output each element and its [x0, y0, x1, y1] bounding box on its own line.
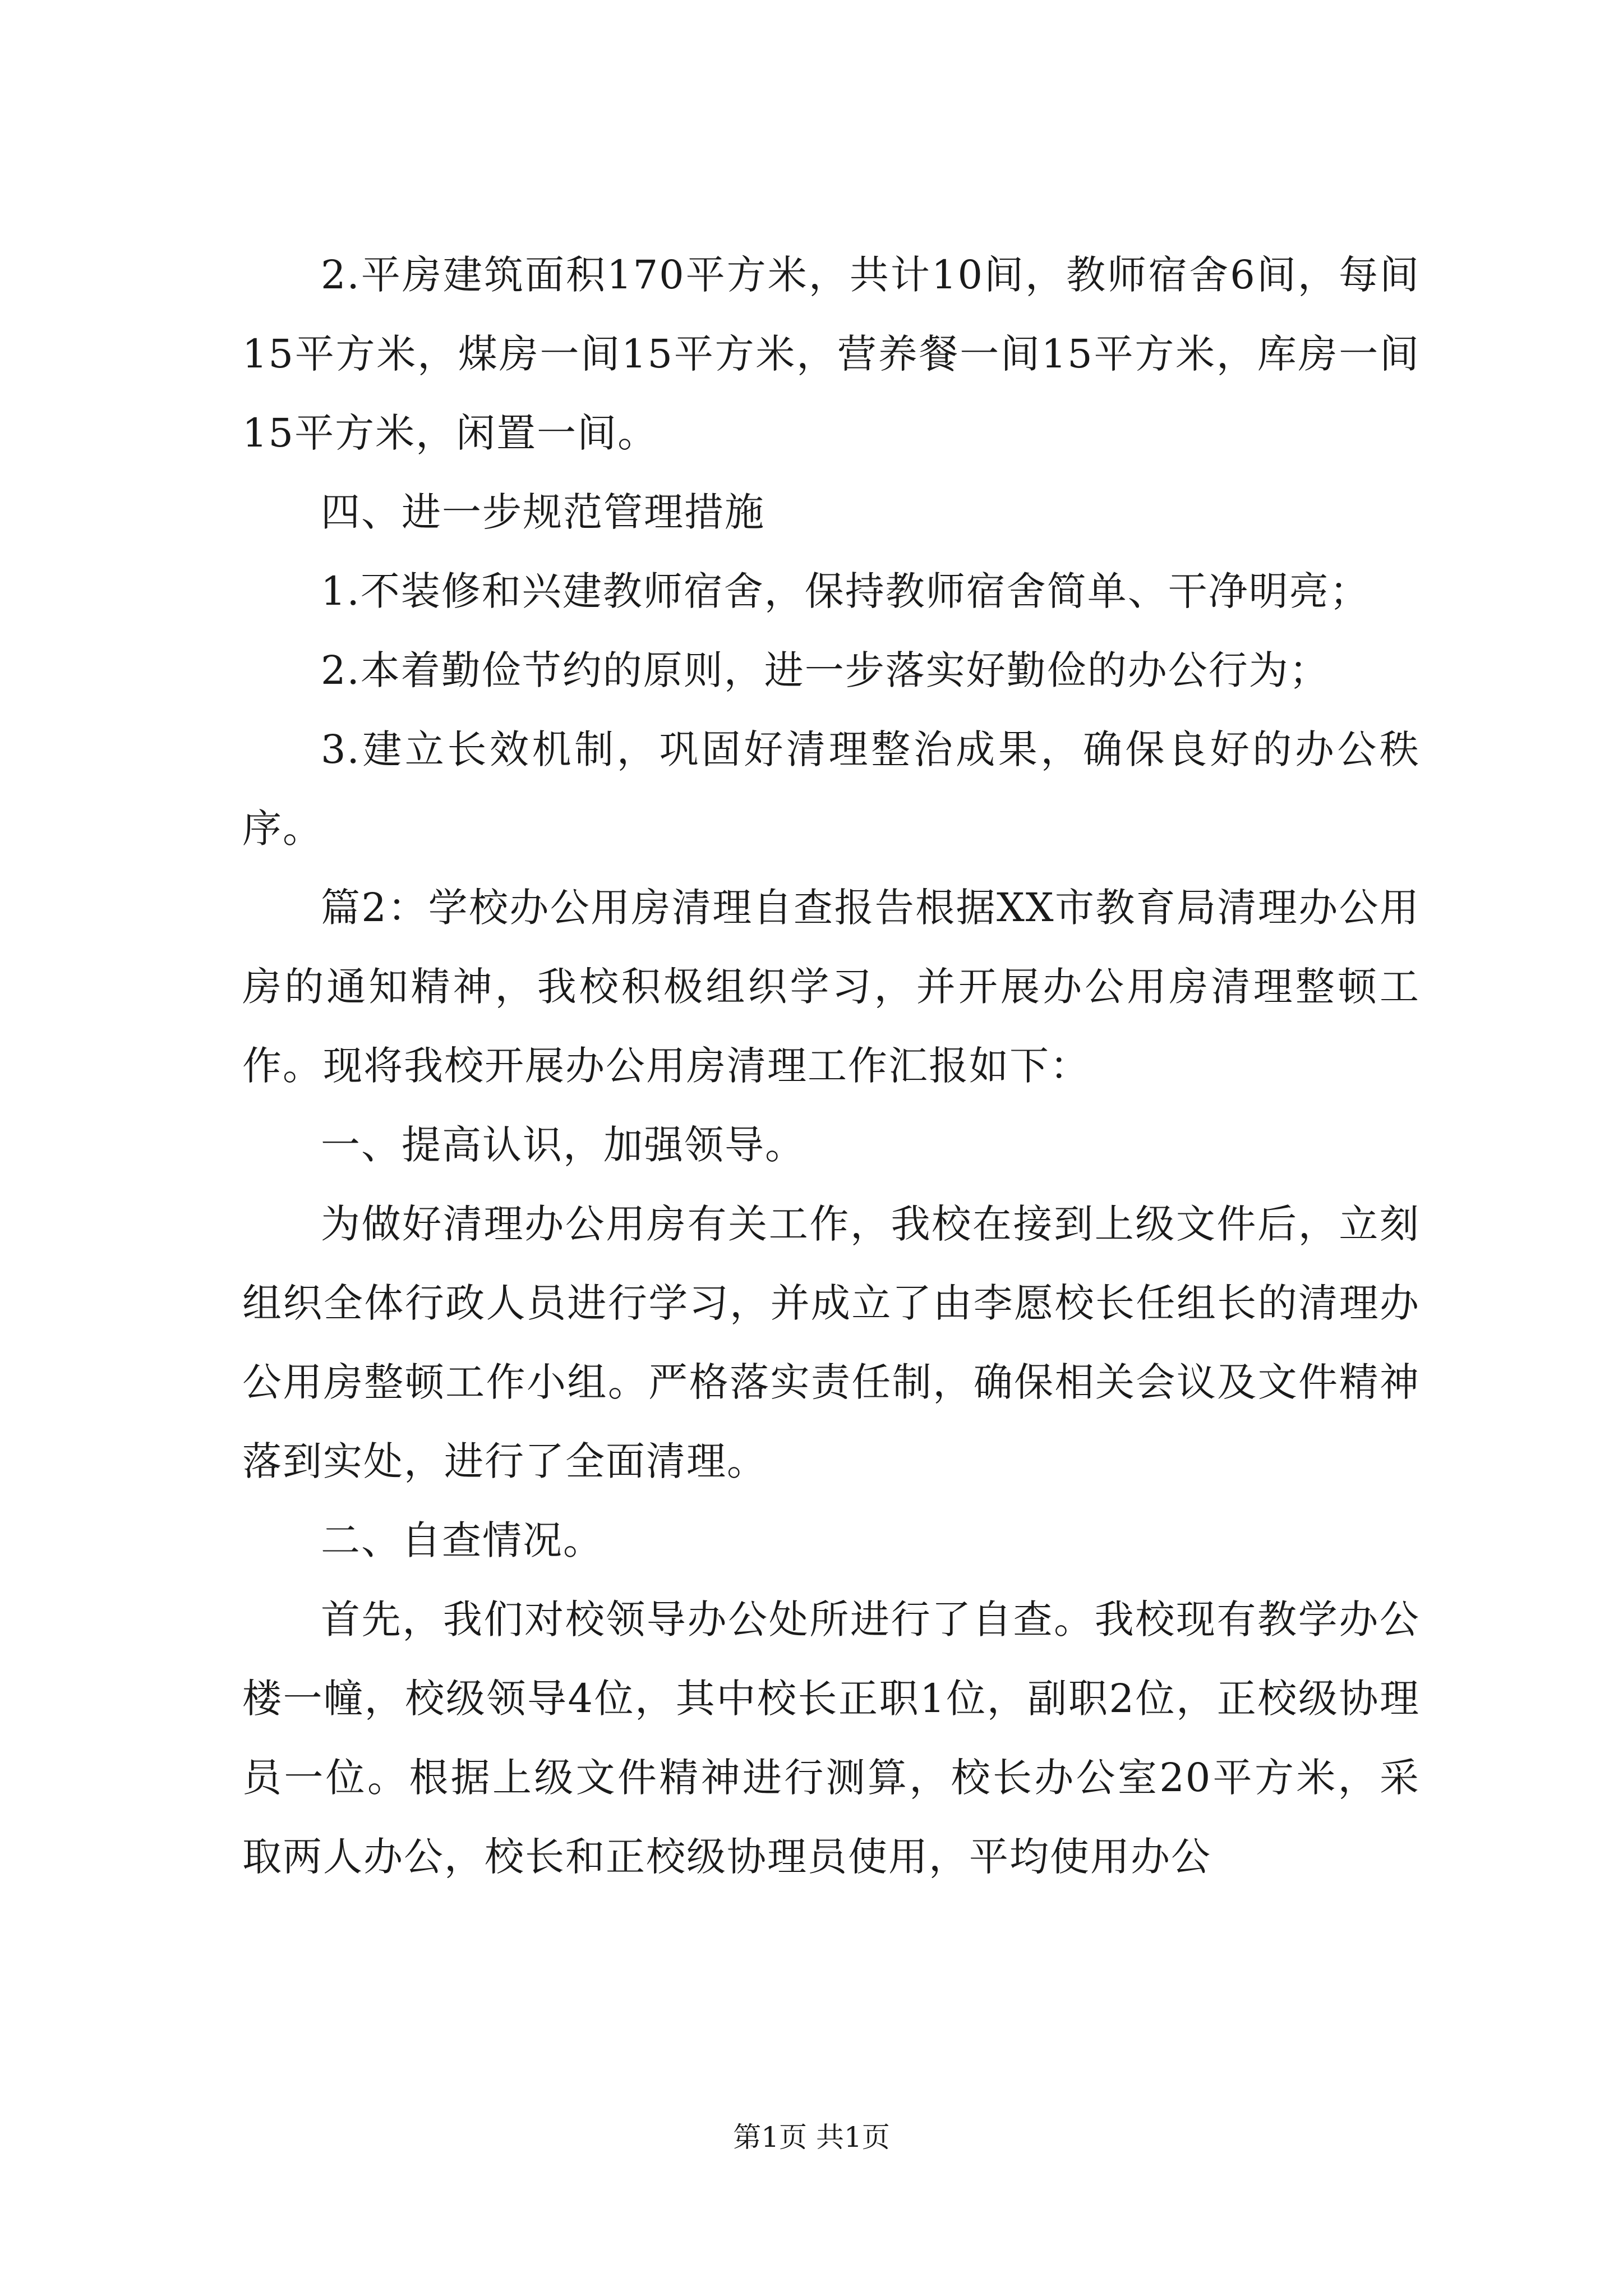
paragraph-bungalow-area: 2.平房建筑面积170平方米，共计10间，教师宿舍6间，每间15平方米，煤房一间15平方米，营养餐一间15平方米，库房一间15平方米，闲置一间。: [242, 252, 1420, 456]
paragraph-measure-1: 1.不装修和兴建教师宿舍，保持教师宿舍简单、干净明亮；: [321, 568, 1370, 614]
heading-management-measures: 四、进一步规范管理措施: [321, 489, 765, 535]
paragraph-report-intro: 篇2：学校办公用房清理自查报告根据XX市教育局清理办公用房的通知精神，我校积极组织学习，并开展办公用房清理整顿工作。现将我校开展办公用房清理工作汇报如下：: [242, 885, 1420, 1089]
paragraph-leadership: 为做好清理办公用房有关工作，我校在接到上级文件后，立刻组织全体行政人员进行学习，并成立了由李愿校长任组长的清理办公用房整顿工作小组。严格落实责任制，确保相关会议及文件精神落到实处，进行了全面清理。: [242, 1201, 1420, 1484]
page-footer: 第1页 共1页: [733, 2121, 890, 2154]
heading-self-inspection: 二、自查情况。: [321, 1517, 603, 1563]
heading-leadership: 一、提高认识，加强领导。: [321, 1122, 805, 1168]
paragraph-measure-2: 2.本着勤俭节约的原则，进一步落实好勤俭的办公行为；: [321, 647, 1330, 693]
paragraph-measure-3: 3.建立长效机制，巩固好清理整治成果，确保良好的办公秩序。: [242, 726, 1420, 852]
paragraph-self-inspection: 首先，我们对校领导办公处所进行了自查。我校现有教学办公楼一幢，校级领导4位，其中校长正职1位，副职2位，正校级协理员一位。根据上级文件精神进行测算，校长办公室20平方米，采取两人办公，校长和正校级协理员使用，平均使用办公: [242, 1596, 1420, 1880]
document-body: [242, 236, 1420, 1897]
